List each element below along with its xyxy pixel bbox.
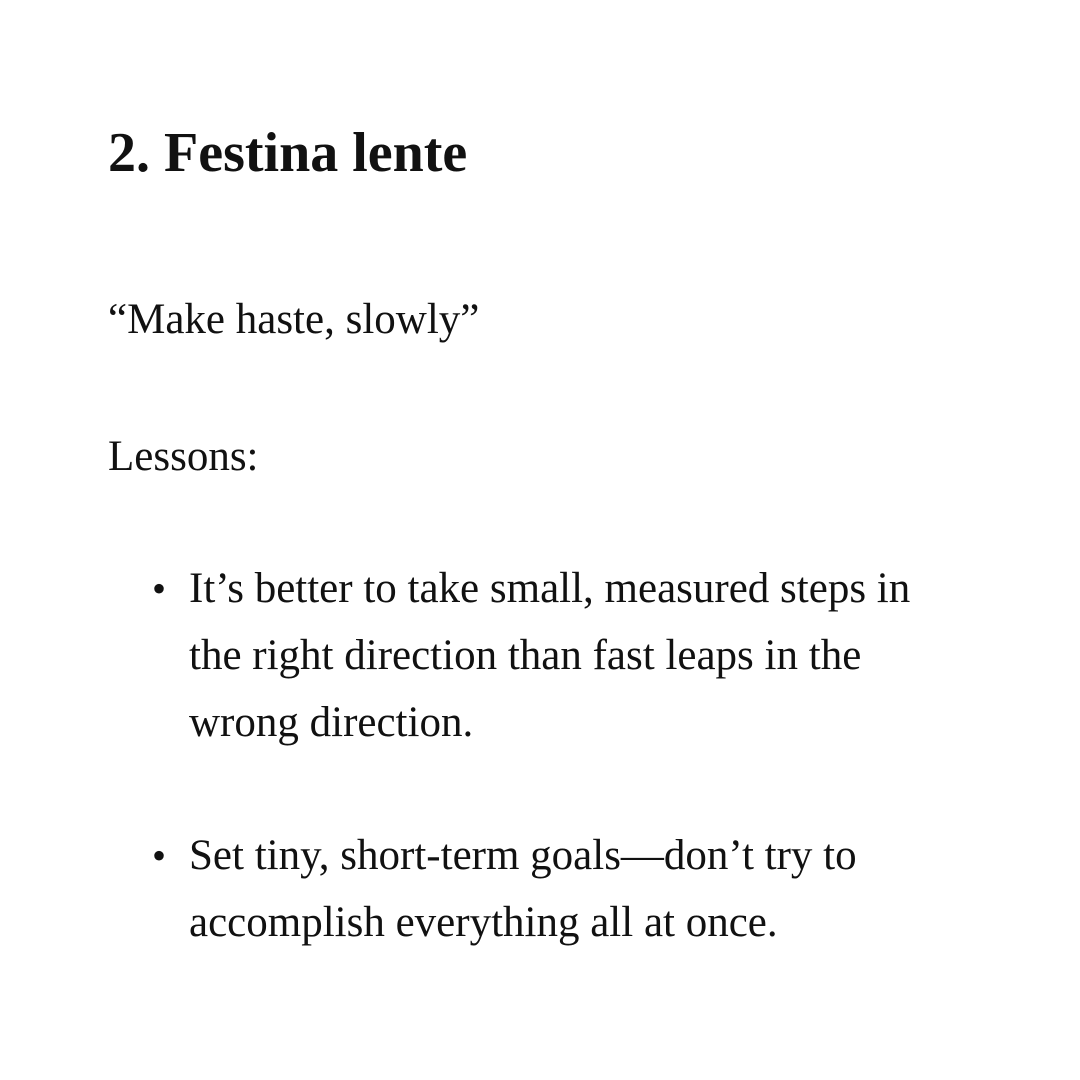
list-item xyxy=(152,555,972,756)
lessons-label: Lessons: xyxy=(108,433,259,480)
lesson-text: Set tiny, short-term goals—don’t try to accomplish everything all at once. xyxy=(189,832,857,946)
section-heading: 2. Festina lente xyxy=(108,122,468,184)
list-item xyxy=(152,822,972,956)
bullet-icon: • xyxy=(152,833,167,878)
lesson-text: It’s better to take small, measured steps in the right direction than fast leaps in the wrong direction. xyxy=(189,565,911,746)
bullet-icon: • xyxy=(152,566,167,611)
latin-motto-translation: “Make haste, slowly” xyxy=(108,296,480,343)
